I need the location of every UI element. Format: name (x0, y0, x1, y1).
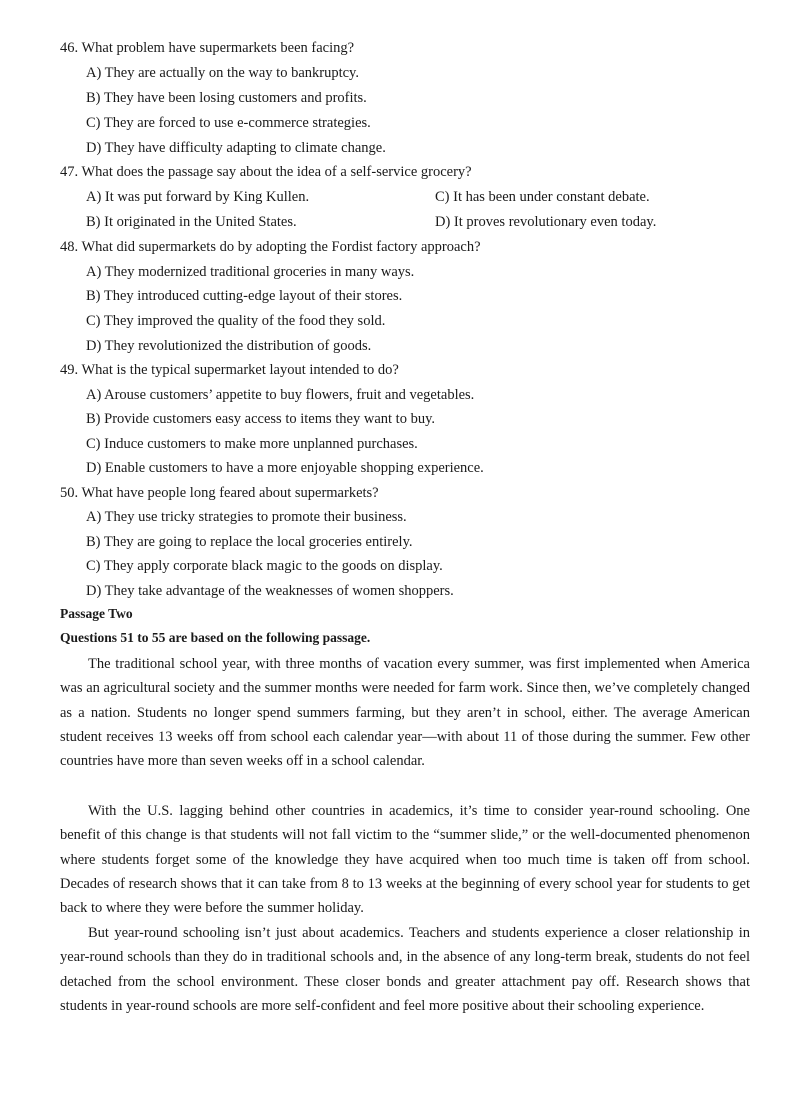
passage-paragraph-2: With the U.S. lagging behind other countries in academics, it’s time to consider year-round schooling. One benefit of this change is that students will not fall victim to the “summer slide,” or the well-documented phenomenon where students forget some of the knowledge they have acquired when too much time is taken off from school. Decades of research shows that it can take from 8 to 13 weeks at the beginning of every school year for students to get back to where they were before the summer holiday. (60, 803, 750, 917)
question-48-stem: 48. What did supermarkets do by adopting the Fordist factory approach? (60, 239, 481, 255)
question-47-option-c: C) It has been under constant debate. (435, 189, 650, 205)
question-50-option-c: C) They apply corporate black magic to the goods on display. (86, 558, 443, 574)
passage-instruction: Questions 51 to 55 are based on the following passage. (60, 630, 371, 645)
question-50-option-b: B) They are going to replace the local groceries entirely. (86, 534, 413, 550)
question-47-option-b: B) It originated in the United States. (86, 214, 297, 230)
question-48-option-b: B) They introduced cutting-edge layout of their stores. (86, 288, 403, 304)
question-46-option-d: D) They have difficulty adapting to climate change. (86, 140, 386, 156)
question-47-stem: 47. What does the passage say about the idea of a self-service grocery? (60, 164, 472, 180)
question-46-option-a: A) They are actually on the way to bankruptcy. (86, 65, 359, 81)
passage-title: Passage Two (60, 606, 133, 621)
question-47-option-a: A) It was put forward by King Kullen. (86, 189, 310, 205)
question-46-option-b: B) They have been losing customers and profits. (86, 90, 367, 106)
question-47-option-d: D) It proves revolutionary even today. (435, 214, 657, 230)
question-48-option-a: A) They modernized traditional groceries in many ways. (86, 264, 415, 280)
passage-paragraph-3: But year-round schooling isn’t just about academics. Teachers and students experience a closer relationship in year-round schools than they do in traditional schools and, in the absence of any long-term break, students do not feel detached from the school environment. These closer bonds and greater attachment pay off. Research shows that students in year-round schools are more self-confident and feel more positive about their schooling experience. (60, 925, 750, 1014)
question-49-option-d: D) Enable customers to have a more enjoyable shopping experience. (86, 460, 484, 476)
question-46-option-c: C) They are forced to use e-commerce strategies. (86, 115, 371, 131)
question-48-option-d: D) They revolutionized the distribution of goods. (86, 338, 372, 354)
passage-paragraph-1: The traditional school year, with three months of vacation every summer, was first implemented when America was an agricultural society and the summer months were needed for farm work. Since then, we’ve completely changed as a nation. Students no longer spend summers farming, but they aren’t in school, either. The average American student receives 13 weeks off from school each calendar year—with about 11 of those during the summer. Few other countries have more than seven weeks off in a school calendar. (60, 656, 750, 770)
question-49-option-b: B) Provide customers easy access to items they want to buy. (86, 411, 435, 427)
question-49-option-a: A) Arouse customers’ appetite to buy flowers, fruit and vegetables. (86, 387, 475, 403)
question-50-option-a: A) They use tricky strategies to promote their business. (86, 509, 407, 525)
question-49-stem: 49. What is the typical supermarket layout intended to do? (60, 362, 399, 378)
question-46-stem: 46. What problem have supermarkets been facing? (60, 40, 355, 56)
question-50-stem: 50. What have people long feared about supermarkets? (60, 485, 379, 501)
question-50-option-d: D) They take advantage of the weaknesses of women shoppers. (86, 583, 454, 599)
question-49-option-c: C) Induce customers to make more unplanned purchases. (86, 436, 418, 452)
question-48-option-c: C) They improved the quality of the food they sold. (86, 313, 386, 329)
